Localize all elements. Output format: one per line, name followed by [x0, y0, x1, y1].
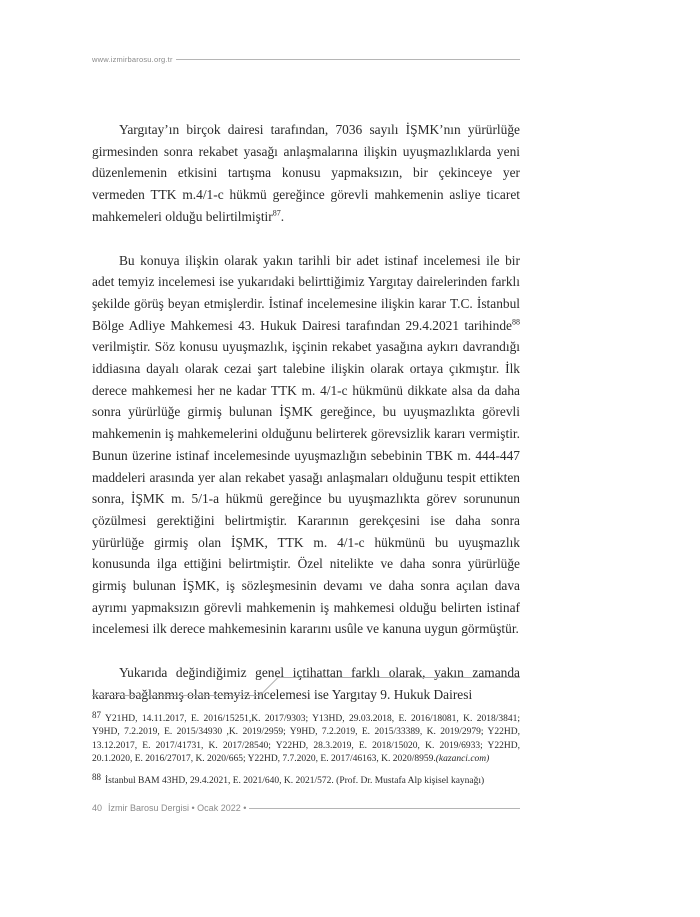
footnote-number: 88	[92, 771, 101, 782]
footnote-88	[92, 771, 520, 788]
paragraph-2	[92, 250, 520, 641]
site-url: www.izmirbarosu.org.tr	[92, 54, 173, 64]
article-body	[92, 119, 520, 706]
paragraph-3-text: Yukarıda değindiğimiz genel içtihattan farklı olarak, yakın zamanda karara bağlanmış olan temyiz incelemesi ise Yargıtay 9. Hukuk Dairesi	[92, 665, 520, 702]
footnote-ref-88[interactable]: 88	[512, 317, 520, 327]
footnote-text: Y21HD, 14.11.2017, E. 2016/15251,K. 2017/9303; Y13HD, 29.03.2018, E. 2016/18081, K. 2018/3841; Y9HD, 7.2.2019, E. 2015/34930 ,K. 2019/2959; Y9HD, 7.2.2019, E. 2015/33389, K. 2019/2979; Y22HD, 13.12.2017, E. 2017/41731, K. 2017/28540; Y22HD, 28.3.2019, E. 2018/15020, K. 2019/6933; Y22HD, 20.1.2020, E. 2016/27017, K. 2020/665; Y22HD, 7.7.2020, E. 2017/46163, K. 2020/8959.	[92, 714, 520, 765]
journal-title: İzmir Barosu Dergisi • Ocak 2022 •	[108, 803, 247, 813]
page-header	[92, 52, 520, 66]
paragraph-2-text-start: Bu konuya ilişkin olarak yakın tarihli bir adet istinaf incelemesi ile bir adet temyiz incelemesi ise yukarıdaki belirttiğimiz Yargıtay dairelerinden farklı şekilde görüş beyan etmişlerdir. İstinaf incelemesine ilişkin karar T.C. İstanbul Bölge Adliye Mahkemesi 43. Hukuk Dairesi tarafından 29.4.2021 tarihinde	[92, 252, 520, 333]
footnote-87	[92, 709, 520, 767]
header-rule	[176, 59, 520, 60]
paragraph-1-text: Yargıtay’ın birçok dairesi tarafından, 7036 sayılı İŞMK’nın yürürlüğe girmesinden sonra rekabet yasağı anlaşmalarına ilişkin uyuşmazlıklarda yeni düzenlemenin etkisini tartışma konusu yapmaksızın, bir çekinceye yer vermeden TTK m.4/1-c hükmü gereğince görevli mahkemenin asliye ticaret mahkemeleri olduğu belirtilmiştir	[92, 122, 520, 224]
footnote-separator	[92, 676, 520, 700]
footnote-number: 87	[92, 710, 101, 720]
footnote-ref-87[interactable]: 87	[272, 208, 281, 218]
footnote-source: (kazanci.com)	[435, 754, 490, 765]
footnotes	[92, 709, 520, 792]
footer-rule	[249, 808, 520, 809]
page-footer	[92, 801, 520, 815]
paragraph-1-end: .	[280, 208, 285, 224]
paragraph-1	[92, 119, 520, 228]
page-number: 40	[92, 803, 103, 813]
paragraph-2-text-end: verilmiştir. Söz konusu uyuşmazlık, işçinin rekabet yasağına aykırı davrandığı iddiasına dayalı olarak cezai şart talebine ilişkin olarak ortaya çıkmıştır. İlk derece mahkemesi her ne kadar TTK m. 4/1-c hükmünü dikkate alsa da daha sonra yürürlüğe girmiş bulunan İŞMK gereğince, bu uyuşmazlıkta görevli mahkemenin iş mahkemelerini olduğunu belirterek görevsizlik kararı vermiştir. Bunun üzerine istinaf incelemesinde uyuşmazlığın sebebinin TBK m. 444-447 maddeleri arasında yer alan rekabet yasağı anlaşmaları olduğunu tespit ettikten sonra, İŞMK m. 5/1-a hükmü gereğince bu uyuşmazlıkta görev sorununun çözülmesi gerektiğini belirtmiştir. Kararının gerekçesini ise daha sonra yürürlüğe girmiş olan İŞMK, TTK m. 4/1-c hükmünü bu uyuşmazlık konusunda ilga ettiğini belirtmiştir. Özel nitelikte ve daha sonra yürürlüğe girmiş bulunan İŞMK, iş sözleşmesinin devamı ve daha sonra açılan dava ayrımı yapmaksızın görevli mahkemenin iş mahkemesi olduğu belirten istinaf incelemesi ilk derece mahkemesinin kararını usûle ve kanuna uygun görmüştür.	[92, 339, 520, 637]
footnote-text: İstanbul BAM 43HD, 29.4.2021, E. 2021/640, K. 2021/572. (Prof. Dr. Mustafa Alp kişisel kaynağı)	[105, 775, 485, 786]
